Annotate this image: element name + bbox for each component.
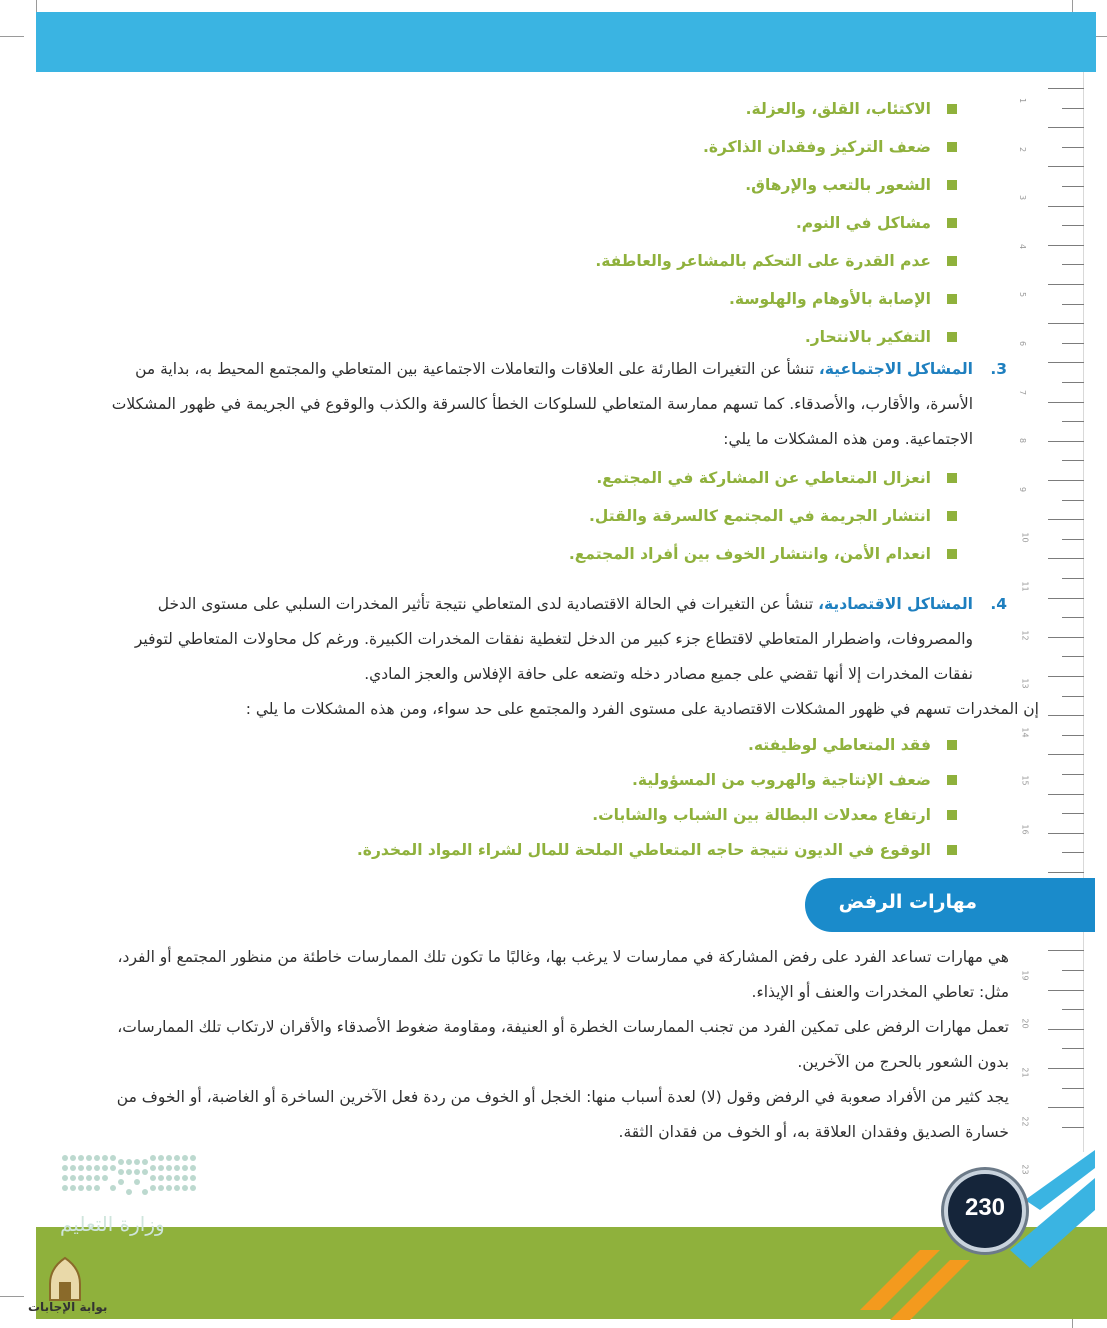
- logo-dot: [78, 1165, 84, 1171]
- list-item: الوقوع في الديون نتيجة حاجه المتعاطي الملحة للمال لشراء المواد المخدرة.: [97, 832, 957, 867]
- ruler-tick: [1048, 206, 1084, 207]
- list-item: انعزال المتعاطي عن المشاركة في المجتمع.: [97, 459, 957, 497]
- social-problems-paragraph: [97, 352, 1007, 457]
- ruler-tick: [1062, 735, 1084, 736]
- health-effects-list: [97, 90, 1007, 356]
- ruler-number: 21: [1020, 1067, 1030, 1078]
- logo-dot: [62, 1165, 68, 1171]
- logo-dot: [78, 1185, 84, 1191]
- logo-dot: [62, 1175, 68, 1181]
- economic-problems-text: تنشأ عن التغيرات في الحالة الاقتصادية لدى المتعاطي نتيجة تأثير المخدرات السلبي على مستوى الدخل والمصروفات، واضطرار المتعاطي لاقتطاع جزء كبير من الدخل لتغطية نفقات المخدرات الكبيرة. ورغم كل محاولات المتعاطي لتوفير نفقات المخدرات إلا أنها تقضي على جميع مصادر دخله وتضعه على حافة الإفلاس والعجز المادي.: [134, 595, 973, 683]
- logo-dot: [102, 1175, 108, 1181]
- ruler-number: 19: [1020, 970, 1030, 981]
- list-item: التفكير بالانتحار.: [97, 318, 957, 356]
- social-problems-list: [97, 459, 1007, 573]
- square-bullet-icon: [947, 180, 957, 190]
- logo-dot: [78, 1175, 84, 1181]
- square-bullet-icon: [947, 142, 957, 152]
- social-problems-text: تنشأ عن التغيرات الطارئة على العلاقات والتعاملات الاجتماعية بين المتعاطي والمجتمع المحيط به، بداية من الأسرة، والأقارب، والأصدقاء. كما تسهم ممارسة المتعاطي للسلوكات الخطأ كالسرقة والكذب والوقوع في الجريمة في ظهور المشكلات الاجتماعية. ومن هذه المشكلات ما يلي:: [111, 360, 973, 448]
- ruler-tick: [1062, 500, 1084, 501]
- logo-dot: [182, 1185, 188, 1191]
- square-bullet-icon: [947, 740, 957, 750]
- ruler-tick: [1048, 245, 1084, 246]
- ruler-tick: [1048, 284, 1084, 285]
- logo-dot: [94, 1165, 100, 1171]
- mosque-logo-icon: [44, 1254, 86, 1302]
- ruler-tick: [1062, 1048, 1084, 1049]
- crop-mark: [1072, 0, 1073, 12]
- logo-dot: [190, 1185, 196, 1191]
- square-bullet-icon: [947, 332, 957, 342]
- item-number: 4.: [990, 595, 1007, 613]
- logo-dot: [70, 1165, 76, 1171]
- logo-dot: [158, 1175, 164, 1181]
- logo-dot: [86, 1185, 92, 1191]
- square-bullet-icon: [947, 104, 957, 114]
- ruler-tick: [1062, 147, 1084, 148]
- list-item: الشعور بالتعب والإرهاق.: [97, 166, 957, 204]
- logo-dot: [150, 1175, 156, 1181]
- ruler-tick: [1062, 852, 1084, 853]
- ruler-tick: [1048, 794, 1084, 795]
- ruler-tick: [1048, 127, 1084, 128]
- ruler-tick: [1062, 225, 1084, 226]
- ruler-tick: [1062, 1009, 1084, 1010]
- ruler-number: 13: [1020, 678, 1030, 689]
- ruler-number: 7: [1018, 389, 1028, 395]
- ruler-tick: [1048, 402, 1084, 403]
- ruler-tick: [1048, 754, 1084, 755]
- ruler-tick: [1048, 833, 1084, 834]
- logo-dot: [166, 1165, 172, 1171]
- ruler-tick: [1048, 166, 1084, 167]
- list-item: انعدام الأمن، وانتشار الخوف بين أفراد المجتمع.: [97, 535, 957, 573]
- logo-dot: [166, 1155, 172, 1161]
- logo-dot: [150, 1165, 156, 1171]
- ruler-tick: [1062, 970, 1084, 971]
- list-item: ارتفاع معدلات البطالة بين الشباب والشابات.: [97, 797, 957, 832]
- ruler-tick: [1048, 323, 1084, 324]
- ruler-tick: [1062, 696, 1084, 697]
- logo-dot: [190, 1165, 196, 1171]
- logo-dot: [182, 1165, 188, 1171]
- ruler-number: 11: [1020, 581, 1030, 592]
- ruler-tick: [1062, 1127, 1084, 1128]
- logo-dot: [134, 1169, 140, 1175]
- list-item: ضعف الإنتاجية والهروب من المسؤولية.: [97, 762, 957, 797]
- side-ruler: [1010, 72, 1098, 1175]
- page-number: 230: [964, 1194, 1006, 1221]
- logo-dot: [126, 1189, 132, 1195]
- logo-dot: [94, 1185, 100, 1191]
- ruler-tick: [1062, 578, 1084, 579]
- paragraph: هي مهارات تساعد الفرد على رفض المشاركة في ممارسات لا يرغب بها، وغالبًا ما تكون تلك الممارسات خاطئة من منظور المجتمع أو الفرد، مثل: تعاطي المخدرات والعنف أو الإيذاء.: [117, 948, 1009, 1001]
- paragraph: تعمل مهارات الرفض على تمكين الفرد من تجنب الممارسات الخطرة أو العنيفة، ومقاومة ضغوط الأصدقاء والأقران لارتكاب تلك الممارسات، بدون الشعور بالحرج من الآخرين.: [117, 1018, 1009, 1071]
- logo-dot: [150, 1185, 156, 1191]
- logo-dot: [126, 1159, 132, 1165]
- logo-dot: [110, 1155, 116, 1161]
- ruler-tick: [1062, 1088, 1084, 1089]
- ruler-number: 20: [1020, 1018, 1030, 1029]
- header-band: [36, 12, 1096, 72]
- ruler-number: 9: [1018, 486, 1028, 492]
- ruler-tick: [1048, 1107, 1084, 1108]
- ruler-number: 16: [1020, 824, 1030, 835]
- ruler-tick: [1048, 519, 1084, 520]
- square-bullet-icon: [947, 810, 957, 820]
- ruler-number: 10: [1020, 532, 1030, 543]
- logo-dot: [174, 1155, 180, 1161]
- list-item: فقد المتعاطي لوظيفته.: [97, 727, 957, 762]
- ruler-tick: [1062, 343, 1084, 344]
- square-bullet-icon: [947, 218, 957, 228]
- ruler-tick: [1048, 362, 1084, 363]
- logo-dot: [118, 1179, 124, 1185]
- logo-dot: [142, 1159, 148, 1165]
- section-title: مهارات الرفض: [838, 891, 977, 913]
- rejection-skills-section: [99, 940, 1009, 1150]
- ruler-tick: [1048, 441, 1084, 442]
- economic-intro: إن المخدرات تسهم في ظهور المشكلات الاقتصادية على مستوى الفرد والمجتمع على حد سواء، ومن هذه المشكلات ما يلي :: [245, 700, 1039, 718]
- paragraph: يجد كثير من الأفراد صعوبة في الرفض وقول (لا) لعدة أسباب منها: الخجل أو الخوف من ردة فعل الآخرين الساخرة أو الغاضبة، أو الخوف من خسارة الصديق وفقدان العلاقة به، أو الخوف من فقدان الثقة.: [116, 1088, 1009, 1141]
- logo-dot: [174, 1165, 180, 1171]
- ruler-number: 6: [1018, 340, 1028, 347]
- crop-mark: [0, 36, 24, 37]
- logo-dot: [102, 1155, 108, 1161]
- logo-dot: [126, 1169, 132, 1175]
- ruler-tick: [1062, 460, 1084, 461]
- logo-dot: [150, 1155, 156, 1161]
- crop-mark: [36, 0, 37, 12]
- logo-dot: [110, 1185, 116, 1191]
- logo-dot: [118, 1159, 124, 1165]
- logo-dot: [110, 1165, 116, 1171]
- ruler-tick: [1062, 539, 1084, 540]
- square-bullet-icon: [947, 473, 957, 483]
- square-bullet-icon: [947, 294, 957, 304]
- ruler-number: 14: [1020, 727, 1030, 738]
- logo-dot: [174, 1175, 180, 1181]
- logo-dot: [182, 1175, 188, 1181]
- logo-dot: [190, 1155, 196, 1161]
- ministry-name: وزارة التعليم: [60, 1212, 165, 1236]
- ruler-tick: [1048, 872, 1084, 873]
- ruler-tick: [1048, 950, 1084, 951]
- ruler-tick: [1062, 421, 1084, 422]
- ruler-tick: [1048, 715, 1084, 716]
- ruler-tick: [1048, 558, 1084, 559]
- logo-dot: [142, 1189, 148, 1195]
- ruler-number: 4: [1018, 243, 1028, 249]
- ruler-tick: [1062, 186, 1084, 187]
- economic-problems-list: [97, 727, 1007, 867]
- logo-dot: [86, 1175, 92, 1181]
- logo-dot: [78, 1155, 84, 1161]
- list-item: الاكتئاب، القلق، والعزلة.: [97, 90, 957, 128]
- square-bullet-icon: [947, 511, 957, 521]
- list-item: الإصابة بالأوهام والهلوسة.: [97, 280, 957, 318]
- logo-dot: [70, 1155, 76, 1161]
- square-bullet-icon: [947, 256, 957, 266]
- logo-dot: [182, 1155, 188, 1161]
- logo-dot: [70, 1185, 76, 1191]
- logo-dot: [62, 1185, 68, 1191]
- ruler-number: 15: [1020, 775, 1030, 786]
- ruler-number: 23: [1020, 1164, 1030, 1175]
- logo-dot: [166, 1175, 172, 1181]
- logo-dot: [158, 1155, 164, 1161]
- economic-problems-paragraph: [97, 587, 1007, 692]
- ruler-tick: [1062, 656, 1084, 657]
- ruler-number: 2: [1018, 146, 1028, 152]
- ruler-tick: [1048, 676, 1084, 677]
- ruler-tick: [1048, 88, 1084, 89]
- logo-dot: [62, 1155, 68, 1161]
- ruler-tick: [1062, 774, 1084, 775]
- crop-mark: [0, 1296, 24, 1297]
- logo-dot: [118, 1169, 124, 1175]
- logo-dot: [86, 1165, 92, 1171]
- square-bullet-icon: [947, 845, 957, 855]
- logo-dot: [174, 1185, 180, 1191]
- ruler-tick: [1048, 480, 1084, 481]
- ruler-number: 1: [1018, 97, 1028, 104]
- item-number: 3.: [990, 360, 1007, 378]
- logo-dot: [94, 1155, 100, 1161]
- logo-dot: [102, 1165, 108, 1171]
- logo-dot: [158, 1185, 164, 1191]
- ruler-tick: [1062, 264, 1084, 265]
- ruler-tick: [1062, 108, 1084, 109]
- ruler-tick: [1062, 617, 1084, 618]
- logo-dot: [134, 1179, 140, 1185]
- ruler-tick: [1048, 637, 1084, 638]
- ruler-number: 5: [1018, 292, 1028, 298]
- square-bullet-icon: [947, 775, 957, 785]
- ruler-number: 22: [1020, 1116, 1030, 1127]
- social-problems-heading: المشاكل الاجتماعية،: [818, 360, 973, 378]
- logo-dot: [166, 1185, 172, 1191]
- square-bullet-icon: [947, 549, 957, 559]
- ruler-number: 8: [1018, 438, 1028, 444]
- economic-problems-heading: المشاكل الاقتصادية،: [818, 595, 973, 613]
- ruler-tick: [1062, 382, 1084, 383]
- list-item: مشاكل في النوم.: [97, 204, 957, 242]
- logo-dot: [142, 1169, 148, 1175]
- logo-dot: [94, 1175, 100, 1181]
- section-heading-banner: [805, 878, 1095, 932]
- logo-dot: [70, 1175, 76, 1181]
- logo-dot: [158, 1165, 164, 1171]
- ruler-tick: [1062, 304, 1084, 305]
- ruler-tick: [1048, 1068, 1084, 1069]
- list-item: عدم القدرة على التحكم بالمشاعر والعاطفة.: [97, 242, 957, 280]
- list-item: ضعف التركيز وفقدان الذاكرة.: [97, 128, 957, 166]
- ruler-tick: [1062, 813, 1084, 814]
- ruler-tick: [1048, 1029, 1084, 1030]
- ministry-logo-icon: [62, 1155, 198, 1199]
- logo-dot: [86, 1155, 92, 1161]
- site-name: بوابة الإجابات: [28, 1300, 108, 1314]
- logo-dot: [134, 1159, 140, 1165]
- page-number-badge: [944, 1170, 1026, 1252]
- ruler-tick: [1048, 990, 1084, 991]
- list-item: انتشار الجريمة في المجتمع كالسرقة والقتل.: [97, 497, 957, 535]
- ruler-number: 12: [1020, 630, 1030, 641]
- logo-dot: [190, 1175, 196, 1181]
- ruler-number: 3: [1018, 195, 1028, 201]
- ruler-tick: [1048, 598, 1084, 599]
